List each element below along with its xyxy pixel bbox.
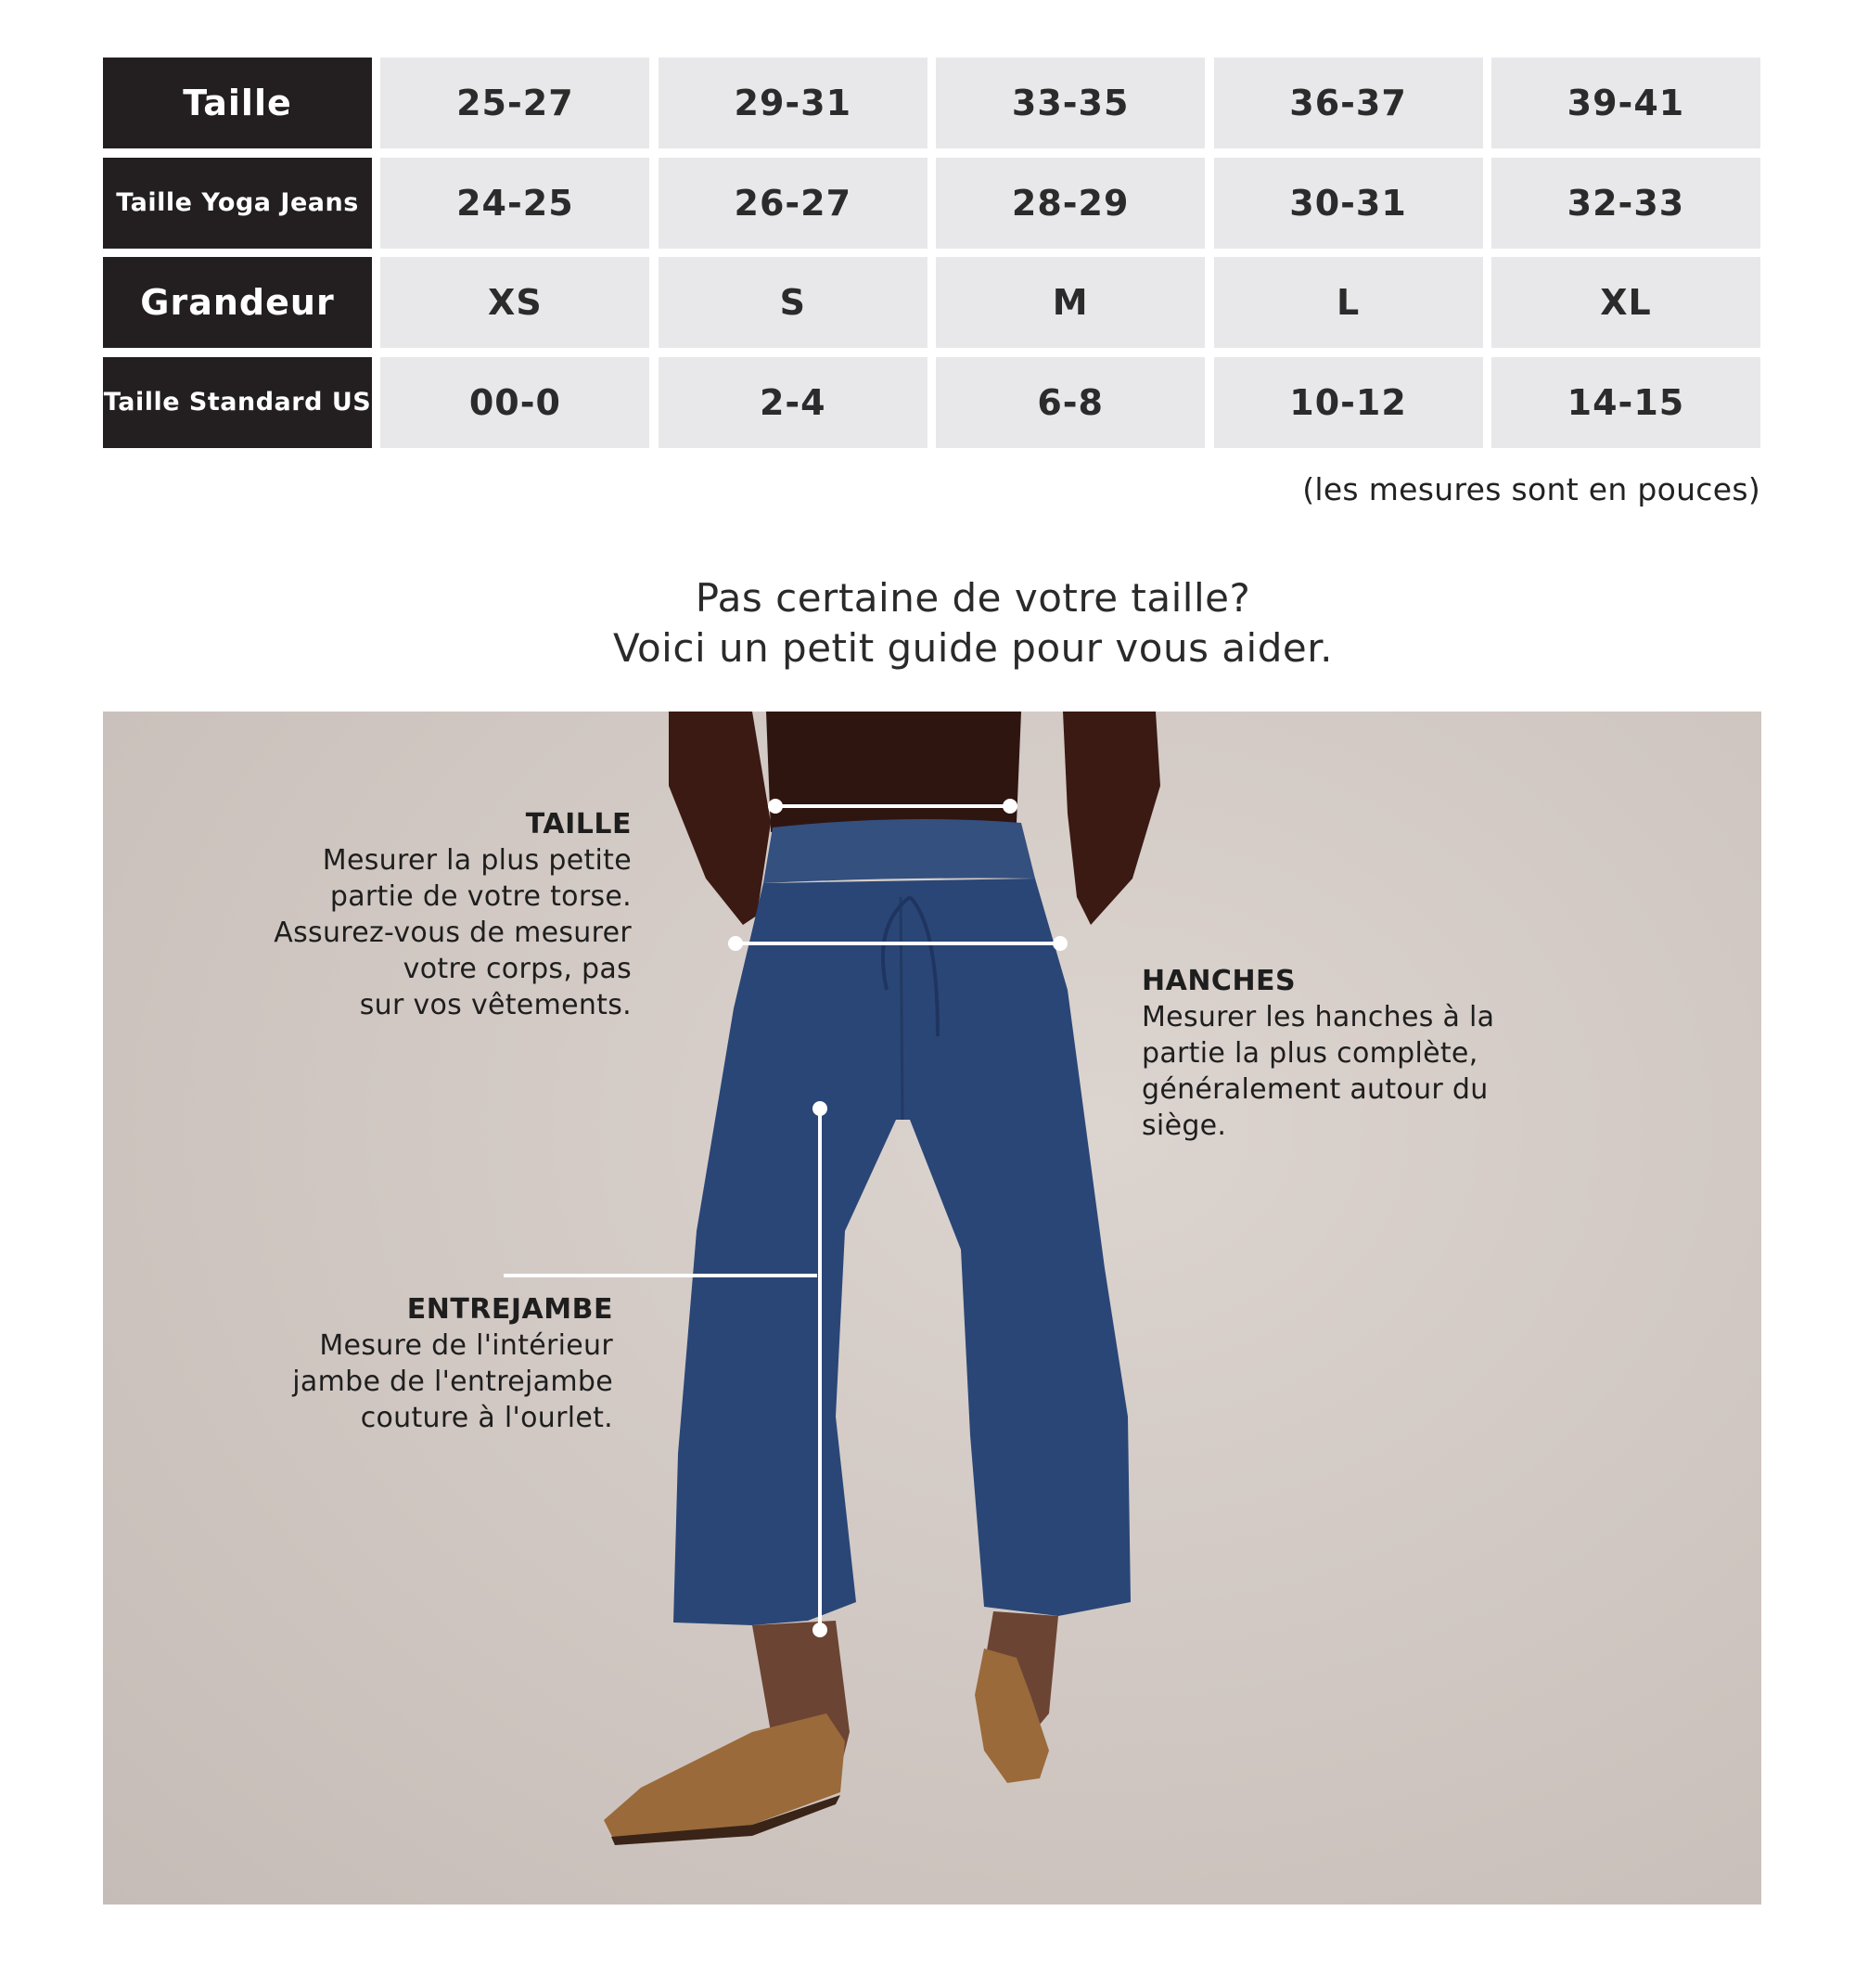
waist-measure-dot-left [770, 801, 781, 812]
annotation-line: Mesurer la plus petite [322, 844, 632, 877]
waist-measure-dot-right [1004, 801, 1016, 812]
inseam-measure-dot-top [814, 1103, 825, 1114]
sweater-right-arm [1063, 712, 1160, 925]
annotation-title: ENTREJAMBE [406, 1293, 613, 1326]
row-header-taille: Taille [103, 58, 372, 148]
pants-center-seam [901, 897, 902, 1120]
size-chart-table [103, 58, 1760, 448]
annotation-line: sur vos vêtements. [359, 989, 632, 1021]
row-header-taille-standard-us: Taille Standard US [103, 357, 372, 448]
annotation-line: couture à l'ourlet. [360, 1402, 613, 1434]
annotation-line: Assurez-vous de mesurer [274, 917, 632, 949]
annotation-title: TAILLE [525, 808, 632, 840]
table-cell: XL [1491, 257, 1760, 348]
hip-measure-dot-left [730, 938, 741, 949]
guide-heading-line-1: Pas certaine de votre taille? [695, 575, 1251, 621]
table-cell: M [936, 257, 1205, 348]
hip-measure-dot-right [1055, 938, 1066, 949]
inseam-measure-dot-bottom [814, 1624, 825, 1635]
table-cell: 10-12 [1214, 357, 1483, 448]
annotation-line: Mesure de l'intérieur [319, 1329, 613, 1362]
table-cell: 26-27 [659, 158, 928, 249]
table-cell: 6-8 [936, 357, 1205, 448]
table-cell: 30-31 [1214, 158, 1483, 249]
table-cell: 24-25 [380, 158, 649, 249]
table-cell: 33-35 [936, 58, 1205, 148]
guide-heading-line-2: Voici un petit guide pour vous aider. [613, 625, 1333, 671]
table-cell: 39-41 [1491, 58, 1760, 148]
table-cell: 00-0 [380, 357, 649, 448]
annotation-entrejambe [242, 1291, 613, 1436]
table-cell: 25-27 [380, 58, 649, 148]
annotation-taille [242, 806, 632, 1023]
units-note: (les mesures sont en pouces) [1302, 471, 1760, 507]
row-header-grandeur: Grandeur [103, 257, 372, 348]
table-cell: 29-31 [659, 58, 928, 148]
row-header-taille-yoga-jeans: Taille Yoga Jeans [103, 158, 372, 249]
table-cell: XS [380, 257, 649, 348]
annotation-hanches [1142, 963, 1531, 1144]
annotation-line: Mesurer les hanches à la [1142, 1001, 1495, 1033]
table-cell: L [1214, 257, 1483, 348]
model-photo [103, 712, 1761, 1905]
table-cell: 36-37 [1214, 58, 1483, 148]
table-cell: 28-29 [936, 158, 1205, 249]
annotation-line: partie la plus complète, [1142, 1037, 1478, 1070]
annotation-line: jambe de l'entrejambe [292, 1366, 613, 1398]
annotation-line: votre corps, pas [403, 953, 632, 985]
table-cell: 32-33 [1491, 158, 1760, 249]
sweater-left-arm [669, 712, 771, 925]
left-loafer [604, 1713, 845, 1839]
annotation-line: siège. [1142, 1109, 1227, 1142]
annotation-title: HANCHES [1142, 965, 1297, 997]
table-cell: S [659, 257, 928, 348]
annotation-line: partie de votre torse. [329, 880, 632, 913]
pants-waistband [763, 819, 1035, 883]
annotation-line: généralement autour du [1142, 1073, 1489, 1106]
table-cell: 14-15 [1491, 357, 1760, 448]
sweater-body [766, 712, 1021, 832]
guide-heading [0, 573, 1855, 673]
table-cell: 2-4 [659, 357, 928, 448]
